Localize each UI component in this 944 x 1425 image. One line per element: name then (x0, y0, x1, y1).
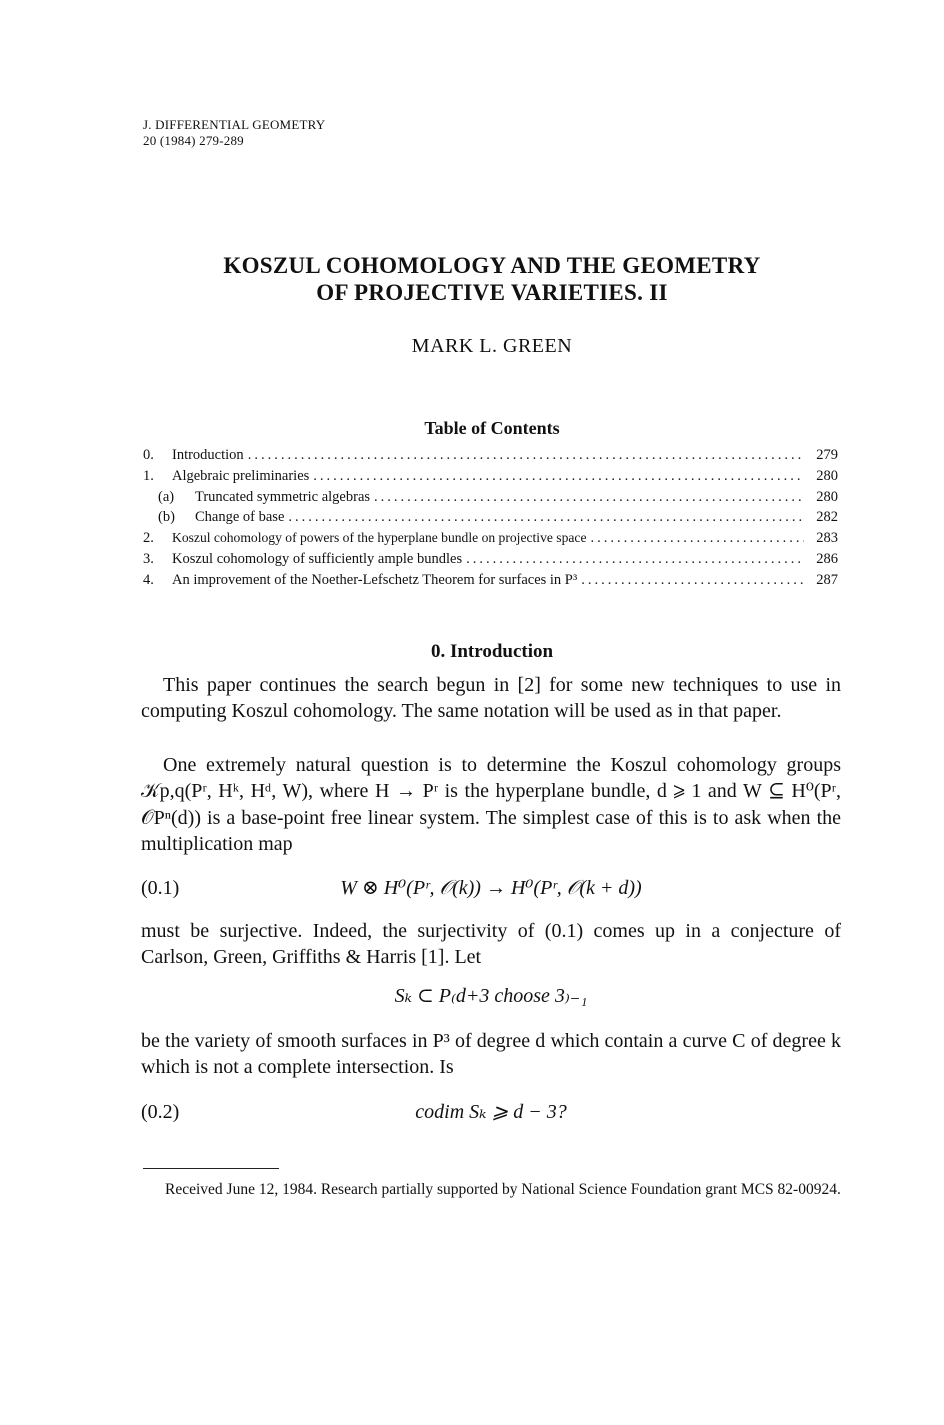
toc-entry-3[interactable] (143, 549, 838, 570)
journal-name: J. DIFFERENTIAL GEOMETRY (143, 117, 326, 132)
body-paragraph-4 (141, 1028, 841, 1081)
equation-number: (0.2) (141, 1101, 180, 1123)
toc-entry-1b[interactable] (143, 507, 838, 528)
toc-entry-page: 279 (816, 447, 838, 463)
equation-0-1 (141, 874, 841, 902)
body-paragraph-3 (141, 918, 841, 971)
section-heading: 0. Introduction (430, 641, 554, 662)
toc-entry-2[interactable] (143, 528, 838, 549)
toc-entry-text: An improvement of the Noether-Lefschetz Theorem for surfaces in P³ (172, 571, 578, 588)
toc-entry-text: Truncated symmetric algebras (195, 488, 371, 505)
title-line-2: OF PROJECTIVE VARIETIES. II (316, 280, 668, 305)
toc-entry-number: 3. (143, 550, 154, 567)
toc-entry-page: 280 (816, 488, 838, 505)
toc-entry-text: Koszul cohomology of sufficiently ample bundles (172, 550, 463, 567)
toc-entry-number: 4. (143, 571, 154, 588)
footnote-rule (143, 1168, 279, 1169)
toc-entry-1[interactable] (143, 466, 838, 487)
toc-entry-1a[interactable] (143, 487, 838, 508)
equation-0-2 (141, 1098, 841, 1126)
toc-leader-dots (591, 528, 805, 549)
toc-entry-0[interactable] (143, 445, 838, 466)
toc-entry-page: 280 (816, 467, 838, 484)
equation-body: codim Sₖ ⩾ d − 3? (415, 1101, 567, 1123)
paragraph-text: This paper continues the search begun in [2] for some new techniques to use in computing Koszul cohomology. The same notation will be used as in that paper. (141, 674, 841, 723)
equation-s-k (141, 982, 841, 1010)
author-name: MARK L. GREEN (411, 335, 573, 357)
toc-entry-number: 0. (143, 447, 154, 463)
table-of-contents (143, 445, 838, 591)
toc-entry-number: (b) (158, 509, 175, 526)
toc-entry-number: 2. (143, 530, 154, 547)
paragraph-text: One extremely natural question is to determine the Koszul cohomology groups 𝒦p,q(Pʳ, Hᵏ, Hᵈ, W), where H → Pʳ is the hyperplane bundle, d ⩾ 1 and W ⊆ H⁰(Pʳ, 𝒪Pⁿ(d)) is a base-point free linear system. The simplest case of this is to ask when the multiplication map (141, 754, 841, 856)
toc-entry-number: 1. (143, 467, 154, 484)
equation-body: Sₖ ⊂ P₍d+3 choose 3₎₋₁ (394, 985, 588, 1007)
volume-line: 20 (1984) 279-289 (143, 133, 244, 148)
toc-leader-dots (288, 507, 804, 528)
toc-entry-text: Change of base (195, 509, 285, 526)
journal-header (143, 117, 325, 149)
toc-entry-page: 286 (816, 550, 838, 567)
toc-leader-dots (374, 487, 804, 508)
paragraph-text: be the variety of smooth surfaces in P³ of degree d which contain a curve C of degree k which is not a complete intersection. Is (141, 1030, 841, 1079)
title-line-1: KOSZUL COHOMOLOGY AND THE GEOMETRY (223, 253, 761, 278)
toc-entry-page: 282 (816, 509, 838, 526)
toc-leader-dots (466, 549, 804, 570)
footnote: Received June 12, 1984. Research partially supported by National Science Foundation grant MCS 82-00924. (165, 1181, 841, 1198)
toc-entry-text: Introduction (172, 447, 244, 463)
paper-title (100, 252, 884, 306)
body-paragraph-2 (141, 752, 841, 858)
toc-heading: Table of Contents (424, 418, 560, 438)
toc-entry-page: 287 (816, 571, 838, 588)
toc-entry-text: Algebraic preliminaries (172, 467, 310, 484)
toc-leader-dots (248, 445, 804, 466)
toc-entry-number: (a) (158, 488, 175, 505)
equation-number: (0.1) (141, 877, 180, 899)
toc-entry-4[interactable] (143, 570, 838, 591)
toc-entry-page: 283 (816, 530, 838, 547)
paragraph-text: must be surjective. Indeed, the surjectivity of (0.1) comes up in a conjecture of Carlson, Green, Griffiths & Harris [1]. Let (141, 920, 841, 969)
body-paragraph-1 (141, 672, 841, 725)
toc-leader-dots (581, 570, 804, 591)
equation-body: W ⊗ H⁰(Pʳ, 𝒪(k)) → H⁰(Pʳ, 𝒪(k + d)) (340, 877, 642, 899)
toc-leader-dots (313, 466, 804, 487)
toc-entry-text: Koszul cohomology of powers of the hyperplane bundle on projective space (172, 530, 587, 546)
